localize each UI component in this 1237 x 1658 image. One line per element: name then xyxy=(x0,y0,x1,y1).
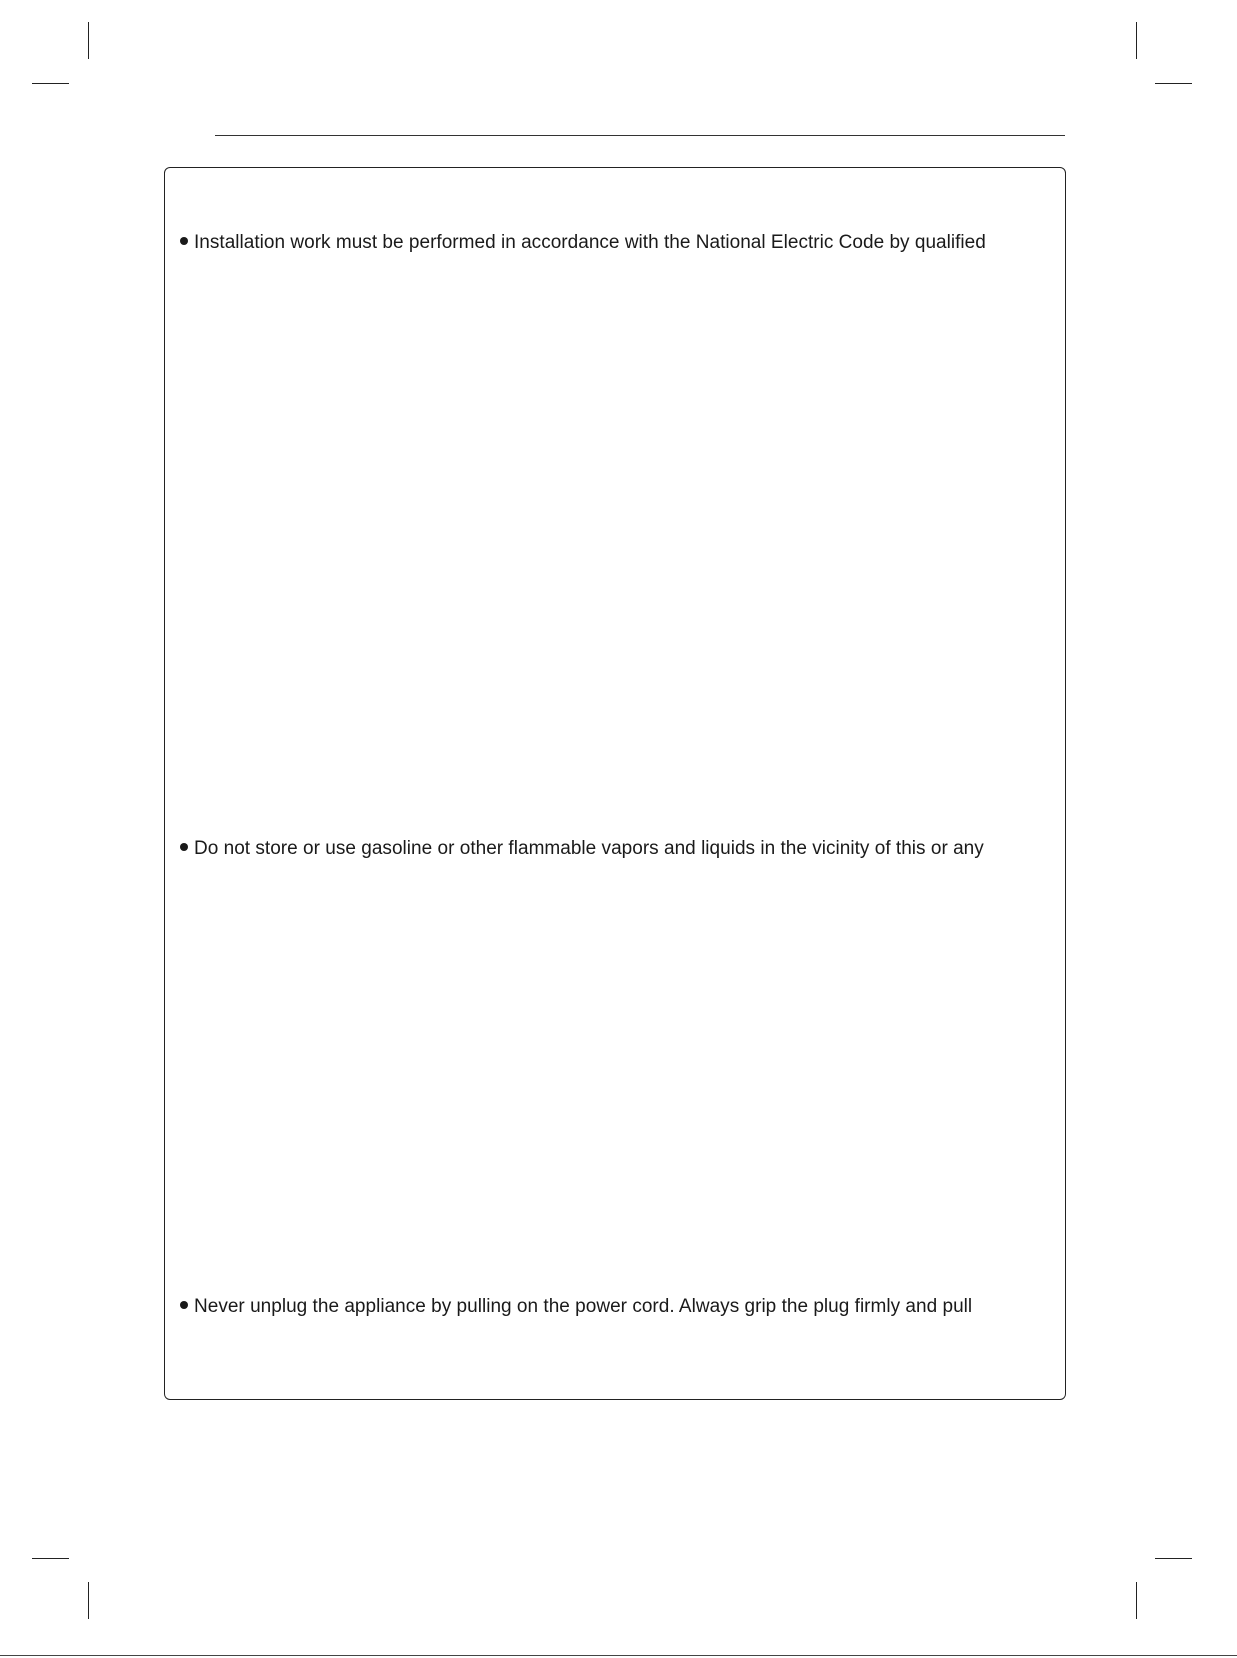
header-rule xyxy=(215,135,1065,136)
warning-item-installation xyxy=(180,232,986,254)
warning-item-unplug xyxy=(180,1296,972,1318)
crop-mark-top-left-vertical xyxy=(88,22,89,59)
bullet-icon xyxy=(180,843,188,851)
crop-mark-bottom-left-vertical xyxy=(88,1582,89,1619)
bullet-icon xyxy=(180,237,188,245)
warning-text: Do not store or use gasoline or other flammable vapors and liquids in the vicinity of this or any xyxy=(194,838,984,859)
bullet-icon xyxy=(180,1301,188,1309)
warning-text: Installation work must be performed in accordance with the National Electric Code by qualified xyxy=(194,232,986,253)
warning-box xyxy=(164,167,1066,1400)
bottom-rule xyxy=(0,1655,1237,1656)
crop-mark-top-right-horizontal xyxy=(1155,83,1192,84)
crop-mark-top-right-vertical xyxy=(1136,22,1137,59)
crop-mark-bottom-right-horizontal xyxy=(1155,1558,1192,1559)
warning-item-flammable xyxy=(180,838,984,860)
crop-mark-top-left-horizontal xyxy=(32,83,69,84)
crop-mark-bottom-right-vertical xyxy=(1136,1582,1137,1619)
warning-text: Never unplug the appliance by pulling on the power cord. Always grip the plug firmly and pull xyxy=(194,1296,973,1317)
crop-mark-bottom-left-horizontal xyxy=(32,1558,69,1559)
